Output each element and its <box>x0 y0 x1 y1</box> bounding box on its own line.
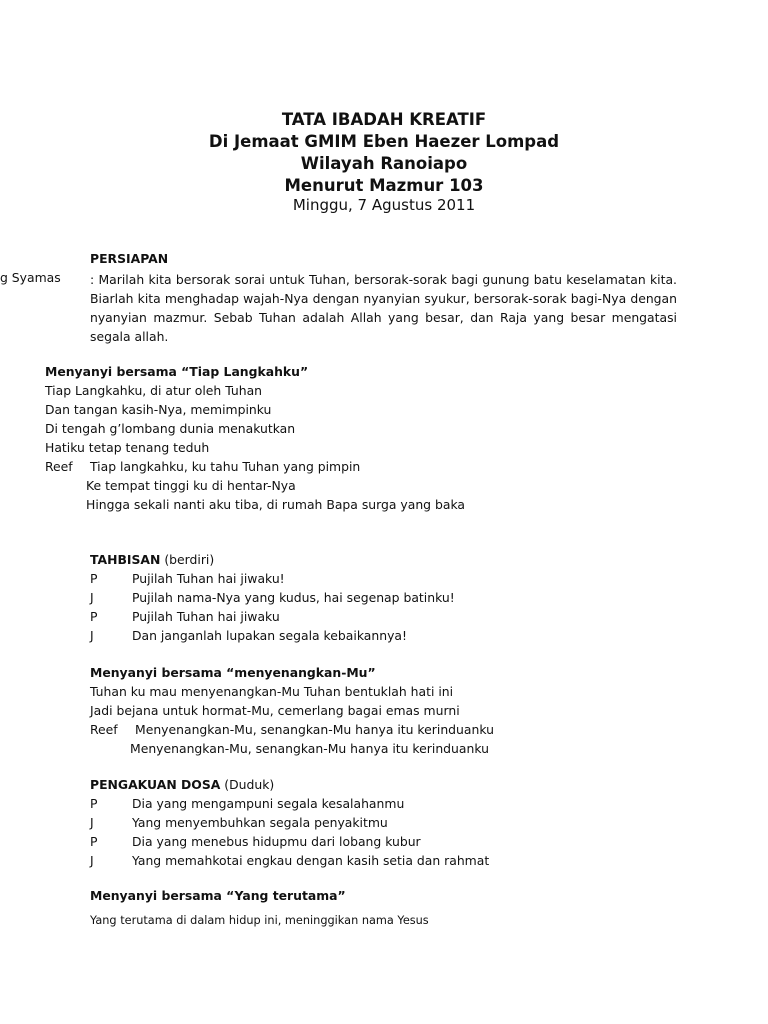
song-line: Tuhan ku mau menyenangkan-Mu Tuhan bentuklah hati ini <box>90 684 454 699</box>
liturgy-role: J <box>90 628 94 643</box>
song-line: Jadi bejana untuk hormat-Mu, cemerlang bagai emas murni <box>90 703 460 718</box>
reef-label: Reef <box>45 459 73 474</box>
liturgy-text: Dia yang menebus hidupmu dari lobang kubur <box>132 834 421 849</box>
document-subtitle-region: Wilayah Ranoiapo <box>300 154 468 173</box>
liturgy-text: Dan janganlah lupakan segala kebaikannya! <box>132 628 407 643</box>
document-subtitle-church: Di Jemaat GMIM Eben Haezer Lompad <box>208 132 560 151</box>
document-title: TATA IBADAH KREATIF <box>281 110 487 129</box>
song-heading-yang-terutama: Menyanyi bersama “Yang terutama” <box>90 888 346 903</box>
liturgy-role: J <box>90 590 94 605</box>
section-heading-persiapan: PERSIAPAN <box>90 251 169 266</box>
liturgy-role: P <box>90 571 98 586</box>
song-heading-menyenangkan-mu: Menyanyi bersama “menyenangkan-Mu” <box>90 665 376 680</box>
reef-line: Menyenangkan-Mu, senangkan-Mu hanya itu kerinduanku <box>130 741 489 756</box>
reef-line: Tiap langkahku, ku tahu Tuhan yang pimpin <box>90 459 361 474</box>
reef-line: Menyenangkan-Mu, senangkan-Mu hanya itu kerinduanku <box>135 722 494 737</box>
liturgy-role: P <box>90 796 98 811</box>
liturgy-text: Pujilah Tuhan hai jiwaku! <box>132 571 285 586</box>
document-subtitle-psalm: Menurut Mazmur 103 <box>284 176 484 195</box>
pengakuan-title: PENGAKUAN DOSA <box>90 777 221 792</box>
liturgy-text: Pujilah Tuhan hai jiwaku <box>132 609 280 624</box>
section-heading-tahbisan <box>90 552 214 567</box>
song-line: Hatiku tetap tenang teduh <box>45 440 210 455</box>
tahbisan-title: TAHBISAN <box>90 552 161 567</box>
persiapan-paragraph: : Marilah kita bersorak sorai untuk Tuhan, bersorak-sorak bagi gunung batu keselamatan kita. Biarlah kita menghadap wajah-Nya dengan nyanyian syukur, bersorak-sorak bagi-Nya dengan nyanyian mazmur. Sebab Tuhan adalah Allah yang besar, dan Raja yang besar mengatasi segala allah. <box>90 272 677 344</box>
tahbisan-note: (berdiri) <box>160 552 215 567</box>
speaker-label: g Syamas <box>0 270 61 285</box>
song-line: Yang terutama di dalam hidup ini, meninggikan nama Yesus <box>90 914 429 927</box>
liturgy-role: P <box>90 834 98 849</box>
liturgy-text: Yang memahkotai engkau dengan kasih setia dan rahmat <box>132 853 490 868</box>
reef-line: Hingga sekali nanti aku tiba, di rumah Bapa surga yang baka <box>86 497 465 512</box>
liturgy-text: Pujilah nama-Nya yang kudus, hai segenap batinku! <box>132 590 455 605</box>
song-line: Tiap Langkahku, di atur oleh Tuhan <box>45 383 263 398</box>
pengakuan-note: (Duduk) <box>220 777 275 792</box>
liturgy-text: Yang menyembuhkan segala penyakitmu <box>132 815 388 830</box>
document-date: Minggu, 7 Agustus 2011 <box>292 196 476 214</box>
reef-label: Reef <box>90 722 118 737</box>
song-line: Di tengah g’lombang dunia menakutkan <box>45 421 296 436</box>
liturgy-role: P <box>90 609 98 624</box>
reef-line: Ke tempat tinggi ku di hentar-Nya <box>86 478 296 493</box>
section-heading-pengakuan-dosa <box>90 777 274 792</box>
liturgy-role: J <box>90 815 94 830</box>
liturgy-text: Dia yang mengampuni segala kesalahanmu <box>132 796 405 811</box>
song-line: Dan tangan kasih-Nya, memimpinku <box>45 402 272 417</box>
liturgy-role: J <box>90 853 94 868</box>
song-heading-tiap-langkahku: Menyanyi bersama “Tiap Langkahku” <box>45 364 309 379</box>
